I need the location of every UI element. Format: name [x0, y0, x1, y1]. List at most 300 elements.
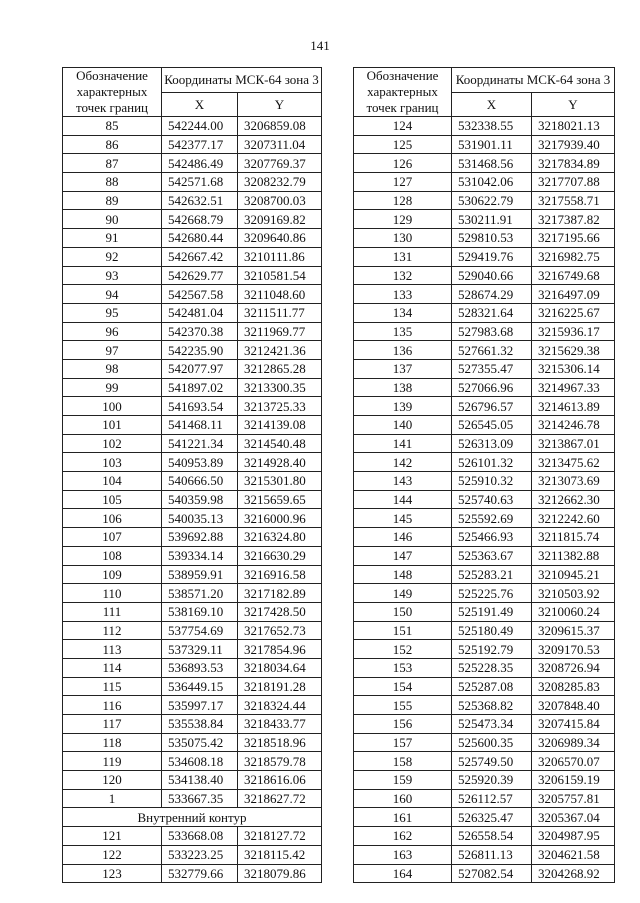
x-coordinate-cell: 528674.29	[452, 285, 532, 304]
y-coordinate-cell: 3213475.62	[532, 453, 615, 472]
point-number-cell: 146	[354, 528, 452, 547]
point-number-cell: 137	[354, 359, 452, 378]
point-number-cell: 158	[354, 752, 452, 771]
x-header: X	[452, 92, 532, 117]
y-coordinate-cell: 3208700.03	[238, 191, 322, 210]
y-coordinate-cell: 3218079.86	[238, 864, 322, 883]
y-coordinate-cell: 3216497.09	[532, 285, 615, 304]
table-row	[354, 341, 615, 360]
section-row	[63, 808, 322, 827]
point-number-cell: 104	[63, 472, 162, 491]
point-number-cell: 102	[63, 434, 162, 453]
y-coordinate-cell: 3205757.81	[532, 789, 615, 808]
point-number-cell: 95	[63, 303, 162, 322]
table-row	[63, 191, 322, 210]
point-number-cell: 112	[63, 621, 162, 640]
x-coordinate-cell: 542244.00	[162, 117, 238, 136]
x-coordinate-cell: 532779.66	[162, 864, 238, 883]
x-coordinate-cell: 538571.20	[162, 584, 238, 603]
y-coordinate-cell: 3218034.64	[238, 658, 322, 677]
section-label: Внутренний контур	[63, 808, 322, 827]
y-coordinate-cell: 3213867.01	[532, 434, 615, 453]
table-row	[63, 285, 322, 304]
table-row	[63, 509, 322, 528]
point-number-cell: 123	[63, 864, 162, 883]
y-coordinate-cell: 3217182.89	[238, 584, 322, 603]
table-row	[354, 827, 615, 846]
point-number-cell: 145	[354, 509, 452, 528]
table-row	[354, 117, 615, 136]
x-coordinate-cell: 525283.21	[452, 565, 532, 584]
x-coordinate-cell: 540035.13	[162, 509, 238, 528]
table-row	[354, 808, 615, 827]
table-row	[354, 154, 615, 173]
x-coordinate-cell: 526313.09	[452, 434, 532, 453]
point-number-cell: 124	[354, 117, 452, 136]
point-label-header: Обозначение характерных точек границ	[63, 68, 162, 117]
table-row	[63, 584, 322, 603]
x-coordinate-cell: 525225.76	[452, 584, 532, 603]
x-coordinate-cell: 525749.50	[452, 752, 532, 771]
point-number-cell: 156	[354, 715, 452, 734]
point-number-cell: 126	[354, 154, 452, 173]
table-row	[354, 135, 615, 154]
y-coordinate-cell: 3205367.04	[532, 808, 615, 827]
table-row	[354, 453, 615, 472]
y-coordinate-cell: 3210111.86	[238, 247, 322, 266]
x-coordinate-cell: 542370.38	[162, 322, 238, 341]
x-coordinate-cell: 531468.56	[452, 154, 532, 173]
x-coordinate-cell: 526545.05	[452, 416, 532, 435]
point-number-cell: 87	[63, 154, 162, 173]
table-row	[63, 341, 322, 360]
table-row	[63, 602, 322, 621]
point-number-cell: 128	[354, 191, 452, 210]
table-row	[354, 434, 615, 453]
x-coordinate-cell: 542668.79	[162, 210, 238, 229]
table-row	[63, 135, 322, 154]
y-coordinate-cell: 3212662.30	[532, 490, 615, 509]
x-coordinate-cell: 538169.10	[162, 602, 238, 621]
point-number-cell: 133	[354, 285, 452, 304]
point-number-cell: 92	[63, 247, 162, 266]
x-header: X	[162, 92, 238, 117]
table-row	[354, 397, 615, 416]
point-number-cell: 118	[63, 733, 162, 752]
table-row	[63, 117, 322, 136]
point-number-cell: 150	[354, 602, 452, 621]
table-row	[354, 322, 615, 341]
x-coordinate-cell: 542481.04	[162, 303, 238, 322]
x-coordinate-cell: 529810.53	[452, 229, 532, 248]
table-row	[354, 771, 615, 790]
x-coordinate-cell: 526558.54	[452, 827, 532, 846]
y-coordinate-cell: 3210503.92	[532, 584, 615, 603]
point-number-cell: 155	[354, 696, 452, 715]
y-coordinate-cell: 3216000.96	[238, 509, 322, 528]
y-coordinate-cell: 3207769.37	[238, 154, 322, 173]
table-row	[63, 715, 322, 734]
table-row	[63, 247, 322, 266]
point-number-cell: 1	[63, 789, 162, 808]
point-number-cell: 149	[354, 584, 452, 603]
x-coordinate-cell: 540953.89	[162, 453, 238, 472]
y-coordinate-cell: 3215936.17	[532, 322, 615, 341]
y-coordinate-cell: 3217195.66	[532, 229, 615, 248]
y-coordinate-cell: 3210581.54	[238, 266, 322, 285]
x-coordinate-cell: 526101.32	[452, 453, 532, 472]
table-row	[354, 789, 615, 808]
point-number-cell: 154	[354, 677, 452, 696]
point-number-cell: 144	[354, 490, 452, 509]
y-coordinate-cell: 3206570.07	[532, 752, 615, 771]
table-row	[63, 789, 322, 808]
x-coordinate-cell: 536893.53	[162, 658, 238, 677]
table-row	[63, 453, 322, 472]
x-coordinate-cell: 525287.08	[452, 677, 532, 696]
x-coordinate-cell: 540666.50	[162, 472, 238, 491]
table-row	[63, 658, 322, 677]
y-coordinate-cell: 3216749.68	[532, 266, 615, 285]
x-coordinate-cell: 536449.15	[162, 677, 238, 696]
table-row	[354, 247, 615, 266]
x-coordinate-cell: 527066.96	[452, 378, 532, 397]
x-coordinate-cell: 542567.58	[162, 285, 238, 304]
table-row	[354, 191, 615, 210]
point-number-cell: 103	[63, 453, 162, 472]
table-row	[63, 210, 322, 229]
left-table-body	[63, 117, 322, 883]
table-row	[354, 845, 615, 864]
y-coordinate-cell: 3211048.60	[238, 285, 322, 304]
point-number-cell: 116	[63, 696, 162, 715]
point-number-cell: 135	[354, 322, 452, 341]
point-number-cell: 105	[63, 490, 162, 509]
y-coordinate-cell: 3217707.88	[532, 173, 615, 192]
table-row	[63, 565, 322, 584]
x-coordinate-cell: 527082.54	[452, 864, 532, 883]
y-coordinate-cell: 3218616.06	[238, 771, 322, 790]
y-coordinate-cell: 3213073.69	[532, 472, 615, 491]
table-row	[63, 621, 322, 640]
y-coordinate-cell: 3218191.28	[238, 677, 322, 696]
point-label-header: Обозначение характерных точек границ	[354, 68, 452, 117]
x-coordinate-cell: 542667.42	[162, 247, 238, 266]
table-row	[354, 677, 615, 696]
point-number-cell: 96	[63, 322, 162, 341]
point-number-cell: 129	[354, 210, 452, 229]
point-number-cell: 110	[63, 584, 162, 603]
x-coordinate-cell: 527983.68	[452, 322, 532, 341]
table-row	[354, 303, 615, 322]
x-coordinate-cell: 541221.34	[162, 434, 238, 453]
x-coordinate-cell: 531901.11	[452, 135, 532, 154]
point-number-cell: 139	[354, 397, 452, 416]
x-coordinate-cell: 530622.79	[452, 191, 532, 210]
point-number-cell: 163	[354, 845, 452, 864]
point-number-cell: 160	[354, 789, 452, 808]
point-number-cell: 157	[354, 733, 452, 752]
y-coordinate-cell: 3218324.44	[238, 696, 322, 715]
table-row	[354, 229, 615, 248]
y-coordinate-cell: 3217834.89	[532, 154, 615, 173]
table-row	[354, 416, 615, 435]
x-coordinate-cell: 539692.88	[162, 528, 238, 547]
table-row	[354, 733, 615, 752]
x-coordinate-cell: 537754.69	[162, 621, 238, 640]
point-number-cell: 136	[354, 341, 452, 360]
x-coordinate-cell: 534138.40	[162, 771, 238, 790]
table-row	[63, 827, 322, 846]
table-row	[63, 528, 322, 547]
point-number-cell: 134	[354, 303, 452, 322]
table-row	[354, 546, 615, 565]
table-row	[354, 378, 615, 397]
x-coordinate-cell: 526112.57	[452, 789, 532, 808]
x-coordinate-cell: 535997.17	[162, 696, 238, 715]
y-coordinate-cell: 3211969.77	[238, 322, 322, 341]
x-coordinate-cell: 533668.08	[162, 827, 238, 846]
y-coordinate-cell: 3218021.13	[532, 117, 615, 136]
table-row	[63, 490, 322, 509]
x-coordinate-cell: 526811.13	[452, 845, 532, 864]
table-row	[63, 266, 322, 285]
table-row	[63, 154, 322, 173]
x-coordinate-cell: 525473.34	[452, 715, 532, 734]
point-number-cell: 141	[354, 434, 452, 453]
point-number-cell: 109	[63, 565, 162, 584]
y-coordinate-cell: 3209615.37	[532, 621, 615, 640]
x-coordinate-cell: 538959.91	[162, 565, 238, 584]
y-coordinate-cell: 3217652.73	[238, 621, 322, 640]
y-coordinate-cell: 3210945.21	[532, 565, 615, 584]
point-number-cell: 125	[354, 135, 452, 154]
table-row	[354, 658, 615, 677]
y-coordinate-cell: 3204268.92	[532, 864, 615, 883]
table-row	[63, 416, 322, 435]
point-number-cell: 161	[354, 808, 452, 827]
x-coordinate-cell: 540359.98	[162, 490, 238, 509]
y-coordinate-cell: 3218433.77	[238, 715, 322, 734]
x-coordinate-cell: 534608.18	[162, 752, 238, 771]
x-coordinate-cell: 525180.49	[452, 621, 532, 640]
point-number-cell: 98	[63, 359, 162, 378]
coords-header: Координаты МСК-64 зона 3	[162, 68, 322, 93]
x-coordinate-cell: 526325.47	[452, 808, 532, 827]
y-coordinate-cell: 3208232.79	[238, 173, 322, 192]
coordinates-table-left	[62, 67, 322, 883]
y-coordinate-cell: 3218115.42	[238, 845, 322, 864]
x-coordinate-cell: 525600.35	[452, 733, 532, 752]
point-number-cell: 130	[354, 229, 452, 248]
x-coordinate-cell: 525592.69	[452, 509, 532, 528]
point-number-cell: 132	[354, 266, 452, 285]
x-coordinate-cell: 542077.97	[162, 359, 238, 378]
x-coordinate-cell: 531042.06	[452, 173, 532, 192]
table-row	[63, 303, 322, 322]
x-coordinate-cell: 542377.17	[162, 135, 238, 154]
x-coordinate-cell: 525910.32	[452, 472, 532, 491]
y-coordinate-cell: 3206989.34	[532, 733, 615, 752]
y-coordinate-cell: 3213725.33	[238, 397, 322, 416]
table-row	[354, 752, 615, 771]
right-table-body	[354, 117, 615, 883]
x-coordinate-cell: 525192.79	[452, 640, 532, 659]
y-header: Y	[238, 92, 322, 117]
y-coordinate-cell: 3212865.28	[238, 359, 322, 378]
table-row	[63, 397, 322, 416]
table-row	[354, 490, 615, 509]
table-row	[63, 696, 322, 715]
point-number-cell: 138	[354, 378, 452, 397]
point-number-cell: 120	[63, 771, 162, 790]
y-coordinate-cell: 3217939.40	[532, 135, 615, 154]
y-coordinate-cell: 3212242.60	[532, 509, 615, 528]
point-number-cell: 85	[63, 117, 162, 136]
y-coordinate-cell: 3210060.24	[532, 602, 615, 621]
point-number-cell: 151	[354, 621, 452, 640]
x-coordinate-cell: 541693.54	[162, 397, 238, 416]
point-number-cell: 162	[354, 827, 452, 846]
x-coordinate-cell: 525740.63	[452, 490, 532, 509]
table-row	[354, 509, 615, 528]
x-coordinate-cell: 542629.77	[162, 266, 238, 285]
x-coordinate-cell: 542486.49	[162, 154, 238, 173]
y-coordinate-cell: 3217387.82	[532, 210, 615, 229]
point-number-cell: 159	[354, 771, 452, 790]
point-number-cell: 153	[354, 658, 452, 677]
x-coordinate-cell: 535075.42	[162, 733, 238, 752]
table-row	[354, 173, 615, 192]
y-coordinate-cell: 3216916.58	[238, 565, 322, 584]
y-coordinate-cell: 3209169.82	[238, 210, 322, 229]
table-row	[63, 359, 322, 378]
y-coordinate-cell: 3213300.35	[238, 378, 322, 397]
x-coordinate-cell: 541897.02	[162, 378, 238, 397]
table-row	[354, 602, 615, 621]
point-number-cell: 107	[63, 528, 162, 547]
x-coordinate-cell: 542680.44	[162, 229, 238, 248]
table-row	[354, 715, 615, 734]
page-number: 141	[310, 38, 330, 53]
y-header: Y	[532, 92, 615, 117]
table-row	[63, 752, 322, 771]
y-coordinate-cell: 3211815.74	[532, 528, 615, 547]
point-number-cell: 131	[354, 247, 452, 266]
table-row	[63, 546, 322, 565]
y-coordinate-cell: 3211511.77	[238, 303, 322, 322]
point-number-cell: 111	[63, 602, 162, 621]
table-row	[63, 229, 322, 248]
y-coordinate-cell: 3217558.71	[532, 191, 615, 210]
point-number-cell: 117	[63, 715, 162, 734]
table-row	[63, 677, 322, 696]
point-number-cell: 90	[63, 210, 162, 229]
x-coordinate-cell: 535538.84	[162, 715, 238, 734]
y-coordinate-cell: 3207415.84	[532, 715, 615, 734]
x-coordinate-cell: 530211.91	[452, 210, 532, 229]
y-coordinate-cell: 3207848.40	[532, 696, 615, 715]
point-number-cell: 119	[63, 752, 162, 771]
x-coordinate-cell: 533667.35	[162, 789, 238, 808]
x-coordinate-cell: 529040.66	[452, 266, 532, 285]
x-coordinate-cell: 525191.49	[452, 602, 532, 621]
y-coordinate-cell: 3214246.78	[532, 416, 615, 435]
y-coordinate-cell: 3215306.14	[532, 359, 615, 378]
y-coordinate-cell: 3204621.58	[532, 845, 615, 864]
table-row	[354, 696, 615, 715]
point-number-cell: 88	[63, 173, 162, 192]
y-coordinate-cell: 3215659.65	[238, 490, 322, 509]
table-row	[354, 359, 615, 378]
table-row	[63, 640, 322, 659]
point-number-cell: 114	[63, 658, 162, 677]
table-row	[63, 771, 322, 790]
x-coordinate-cell: 533223.25	[162, 845, 238, 864]
x-coordinate-cell: 529419.76	[452, 247, 532, 266]
x-coordinate-cell: 526796.57	[452, 397, 532, 416]
y-coordinate-cell: 3211382.88	[532, 546, 615, 565]
point-number-cell: 121	[63, 827, 162, 846]
point-number-cell: 100	[63, 397, 162, 416]
x-coordinate-cell: 542235.90	[162, 341, 238, 360]
y-coordinate-cell: 3218627.72	[238, 789, 322, 808]
x-coordinate-cell: 525368.82	[452, 696, 532, 715]
y-coordinate-cell: 3216225.67	[532, 303, 615, 322]
x-coordinate-cell: 541468.11	[162, 416, 238, 435]
y-coordinate-cell: 3206159.19	[532, 771, 615, 790]
table-row	[354, 621, 615, 640]
y-coordinate-cell: 3216630.29	[238, 546, 322, 565]
y-coordinate-cell: 3204987.95	[532, 827, 615, 846]
table-row	[354, 584, 615, 603]
y-coordinate-cell: 3209640.86	[238, 229, 322, 248]
table-row	[354, 528, 615, 547]
point-number-cell: 106	[63, 509, 162, 528]
y-coordinate-cell: 3206859.08	[238, 117, 322, 136]
table-row	[354, 285, 615, 304]
x-coordinate-cell: 525363.67	[452, 546, 532, 565]
point-number-cell: 99	[63, 378, 162, 397]
y-coordinate-cell: 3214928.40	[238, 453, 322, 472]
y-coordinate-cell: 3208726.94	[532, 658, 615, 677]
point-number-cell: 91	[63, 229, 162, 248]
y-coordinate-cell: 3208285.83	[532, 677, 615, 696]
coords-header: Координаты МСК-64 зона 3	[452, 68, 615, 93]
coordinates-table-right	[353, 67, 615, 883]
table-row	[63, 378, 322, 397]
point-number-cell: 89	[63, 191, 162, 210]
y-coordinate-cell: 3214967.33	[532, 378, 615, 397]
y-coordinate-cell: 3207311.04	[238, 135, 322, 154]
point-number-cell: 143	[354, 472, 452, 491]
point-number-cell: 93	[63, 266, 162, 285]
point-number-cell: 113	[63, 640, 162, 659]
x-coordinate-cell: 542571.68	[162, 173, 238, 192]
point-number-cell: 101	[63, 416, 162, 435]
x-coordinate-cell: 527355.47	[452, 359, 532, 378]
y-coordinate-cell: 3218127.72	[238, 827, 322, 846]
x-coordinate-cell: 537329.11	[162, 640, 238, 659]
table-row	[63, 322, 322, 341]
table-row	[354, 640, 615, 659]
point-number-cell: 164	[354, 864, 452, 883]
point-number-cell: 147	[354, 546, 452, 565]
x-coordinate-cell: 527661.32	[452, 341, 532, 360]
table-row	[354, 864, 615, 883]
table-row	[63, 434, 322, 453]
x-coordinate-cell: 525228.35	[452, 658, 532, 677]
